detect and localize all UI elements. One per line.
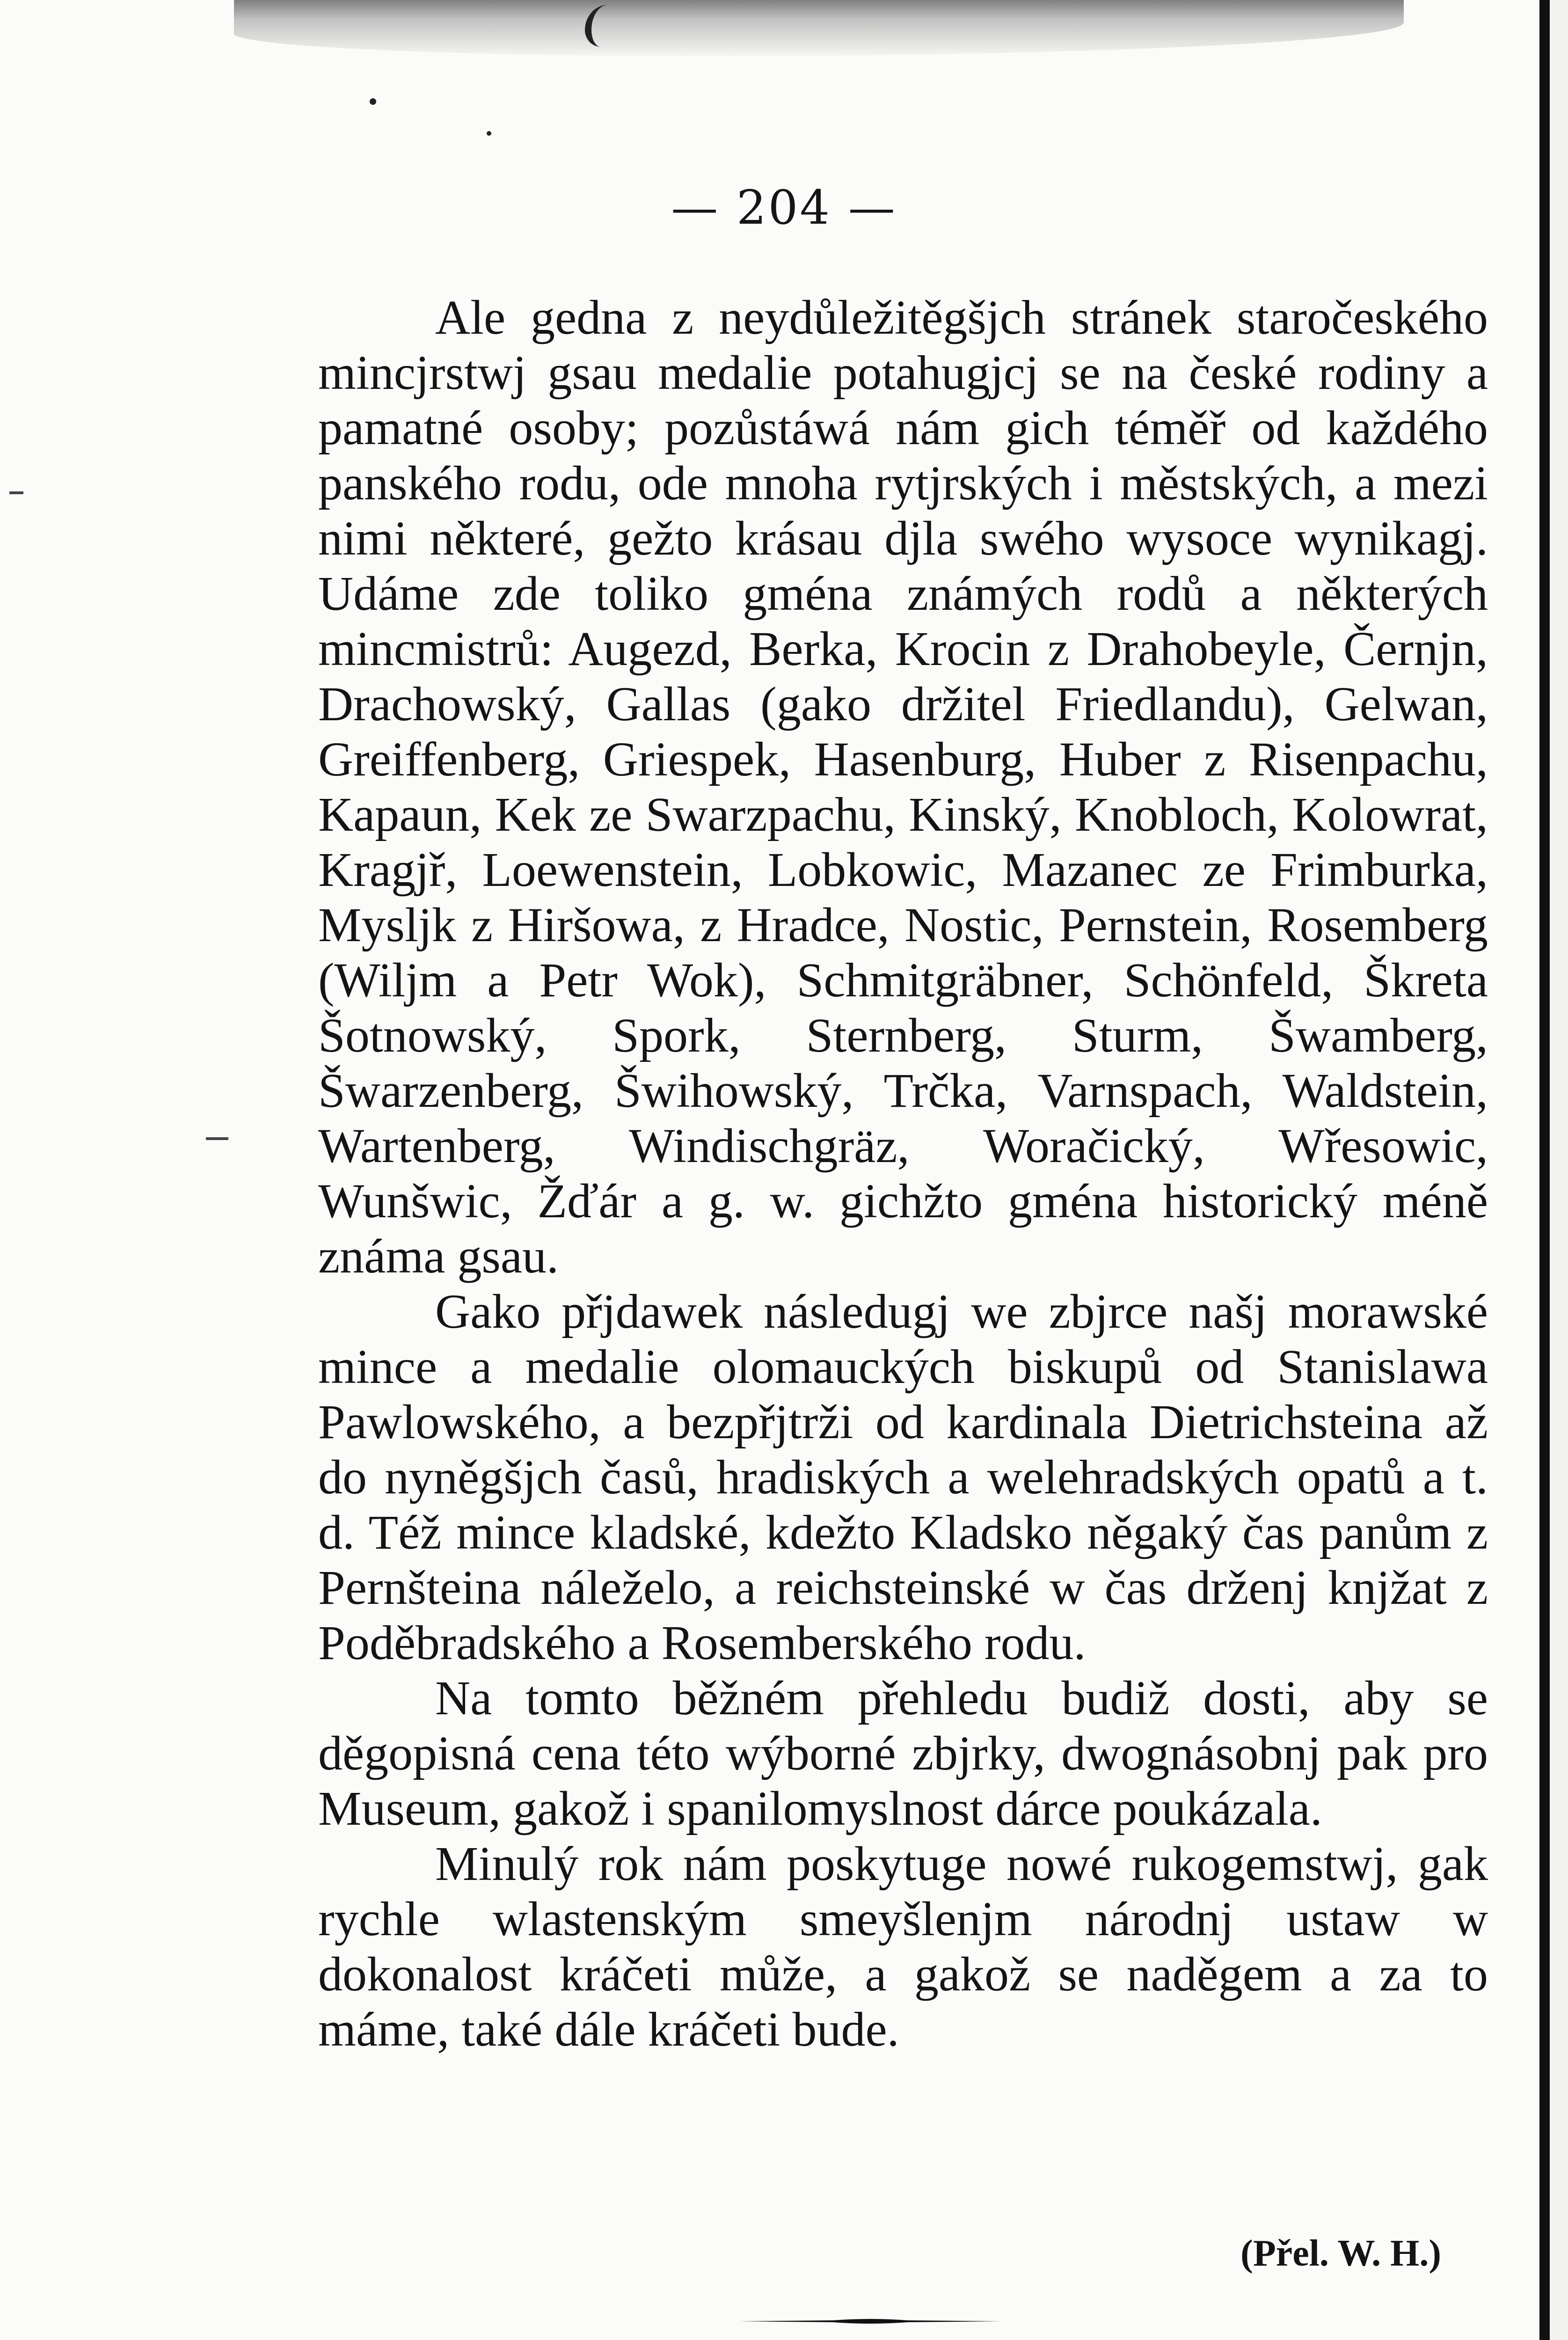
- margin-mark: [9, 491, 23, 494]
- paragraph-4: Minulý rok nám poskytuge nowé rukogemstwj, gak rychle wlastenským smeyšlenjm národnj ustaw w dokonalost kráčeti může, a gakož se naděgem a za to máme, také dále kráčeti bude.: [318, 1837, 1488, 2056]
- paragraph-2: Gako přjdawek následugj we zbjrce našj morawské mince a medalie olomauckých biskupů od Stanislawa Pawlowského, a bezpřjtrži od kardinala Dietrichsteina až do nyněgšjch časů, hradiských a welehradských opatů a t. d. Též mince kladské, kdežto Kladsko něgaký čas panům z Pernšteina náleželo, a reichsteinské w čas drženj knjžat z Poděbradského a Rosemberského rodu.: [318, 1285, 1488, 1670]
- paragraph-3: Na tomto běžném přehledu budiž dosti, aby se děgopisná cena této wýborné zbjrky, dwognásobnj pak pro Museum, gakož i spanilomyslnost dárce poukázala.: [318, 1671, 1488, 1835]
- page-margin-strip: [1550, 0, 1568, 2340]
- paragraph-1: Ale gedna z neydůležitěgšjch stránek staročeského mincjrstwj gsau medalie potahugjcj se na české rodiny a pamatné osoby; pozůstáwá nám gich téměř od každého panského rodu, ode mnoha rytjrských i městských, a mezi nimi některé, gežto krásau djla swého wysoce wynikagj. Udáme zde toliko gména známých rodů a některých mincmistrů: Augezd, Berka, Krocin z Drahobeyle, Černjn, Drachowský, Gallas (gako držitel Friedlandu), Gelwan, Greiffenberg, Griespek, Hasenburg, Huber z Risenpachu, Kapaun, Kek ze Swarzpachu, Kinský, Knobloch, Kolowrat, Kragjř, Loewenstein, Lobkowic, Mazanec ze Frimburka, Mysljk z Hiršowa, z Hradce, Nostic, Pernstein, Rosemberg (Wiljm a Petr Wok), Schmitgräbner, Schönfeld, Škreta Šotnowský, Spork, Sternberg, Sturm, Šwamberg, Šwarzenberg, Šwihowský, Trčka, Varnspach, Waldstein, Wartenberg, Windischgräz, Woračický, Wřesowic, Wunšwic, Žďár a g. w. gichžto gména historický méně známa gsau.: [318, 291, 1488, 1283]
- ink-speck: [487, 131, 491, 136]
- binding-edge-shadow: [1539, 0, 1550, 2340]
- ink-speck: [370, 98, 376, 105]
- page-number: — 204 —: [671, 180, 897, 235]
- body-text: [318, 290, 1488, 2057]
- margin-mark: [206, 1137, 228, 1140]
- scan-shadow-top: [234, 0, 1404, 56]
- translator-signature: (Přel. W. H.): [1240, 2233, 1441, 2274]
- ornament-line: [739, 2319, 1001, 2324]
- end-ornament-rule: [739, 2318, 1001, 2325]
